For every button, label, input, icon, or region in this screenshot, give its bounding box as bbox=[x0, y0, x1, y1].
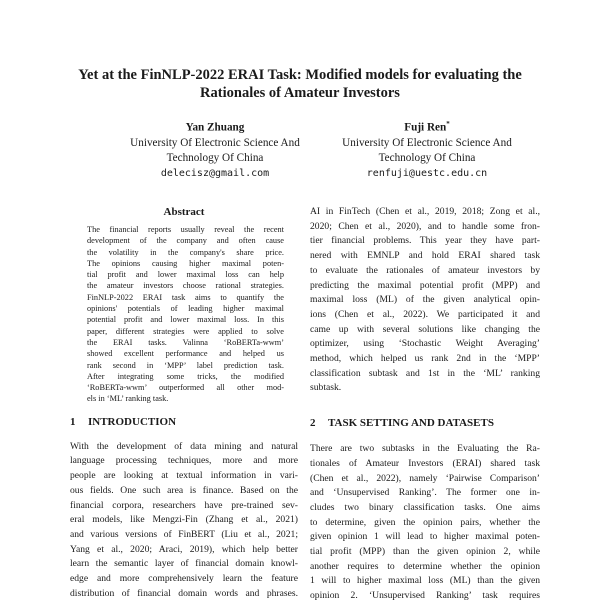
text-line: another requires to determine whether the opinion bbox=[310, 560, 540, 572]
author-affiliation: University Of Electronic Science And bbox=[342, 136, 512, 149]
author-affiliation: University Of Electronic Science And bbox=[130, 136, 300, 149]
text-line: maximal loss (ML) of the given analytical opin- bbox=[310, 294, 540, 306]
introduction-body bbox=[70, 440, 298, 602]
text-line: and various versions of FinBERT (Liu et al., 2021; bbox=[70, 528, 298, 540]
text-line: development of the company and often cause bbox=[87, 236, 284, 246]
task-setting-body bbox=[310, 442, 540, 604]
author-name: Yan Zhuang bbox=[185, 121, 245, 134]
author-affiliation: Technology Of China bbox=[166, 151, 264, 164]
text-line: tial profit (MPP) than the given opinion 2, while bbox=[310, 546, 540, 558]
text-line: optimizer, using ‘Stochastic Weight Averaging’ bbox=[310, 338, 540, 350]
author-email[interactable]: delecisz@gmail.com bbox=[160, 167, 270, 179]
abstract-heading: Abstract bbox=[163, 206, 205, 218]
text-line: people are looking at textual information in vari- bbox=[70, 470, 298, 482]
author-name: Fuji Ren* bbox=[404, 120, 450, 134]
text-line: came up with several solutions like changing the bbox=[310, 323, 540, 335]
text-line: potential profit and lower maximal loss. In this bbox=[87, 315, 284, 325]
paper-title bbox=[40, 66, 560, 102]
text-line: eral models, like Mengzi-Fin (Zhang et al., 2021) bbox=[70, 514, 298, 526]
text-line: paper, different strategies were applied to solve bbox=[87, 326, 284, 336]
text-line: rank second in ‘MPP’ label prediction task. bbox=[87, 360, 284, 370]
text-line: The opinions causing higher maximal poten- bbox=[87, 258, 284, 268]
section-heading-task-setting: 2 TASK SETTING AND DATASETS bbox=[310, 417, 494, 430]
text-line: edge and more comprehensively learn the feature bbox=[70, 573, 298, 585]
text-line: Yang et al., 2020; Araci, 2019), which help better bbox=[70, 543, 298, 555]
author-affiliation: Technology Of China bbox=[378, 151, 476, 164]
text-line: subtask. bbox=[310, 382, 342, 394]
text-line: and ‘Unsupervised Ranking’. The former one in- bbox=[310, 487, 540, 499]
text-line: given opinion 1 will lead to higher maximal poten- bbox=[310, 531, 540, 543]
text-line: financial corpora, researchers have pre-trained sev- bbox=[70, 499, 298, 511]
text-line: the ERAI tasks. Valinna ‘RoBERTa-wwm’ bbox=[87, 337, 284, 347]
text-line: With the development of data mining and natural bbox=[70, 440, 298, 452]
text-line: els in ‘ML’ ranking task. bbox=[87, 394, 169, 404]
text-line: ‘RoBERTa-wwm’ outperformed all other mod- bbox=[87, 383, 284, 393]
author-block bbox=[312, 117, 542, 181]
text-line: nered with EMNLP and hold ERAI shared task bbox=[310, 250, 540, 262]
text-line: 2020; Chen et al., 2020), and to handle some fron- bbox=[310, 220, 540, 232]
corresponding-author-marker: * bbox=[446, 120, 450, 128]
text-line: The financial reports usually reveal the recent bbox=[87, 225, 284, 234]
title-line: Yet at the FinNLP-2022 ERAI Task: Modified models for evaluating the bbox=[78, 67, 522, 83]
text-line: opinions' potentials of leading higher maximal bbox=[87, 304, 284, 314]
text-line: method, which helped us rank 2nd in the ‘MPP’ bbox=[310, 353, 540, 365]
text-line: ous fields. One such area is finance. Based on the bbox=[70, 484, 298, 496]
text-line: learn the semantic layer of financial domain knowl- bbox=[70, 558, 298, 570]
text-line: AI in FinTech (Chen et al., 2019, 2018; Zong et al., bbox=[310, 206, 540, 217]
author-block bbox=[100, 117, 330, 181]
text-line: predicting the maximal potential profit (MPP) and bbox=[310, 279, 540, 291]
title-line: Rationales of Amateur Investors bbox=[200, 85, 400, 101]
text-line: showed excellent performance and helped us bbox=[87, 349, 284, 359]
right-column bbox=[310, 205, 540, 604]
text-line: There are two subtasks in the Evaluating the Ra- bbox=[310, 443, 540, 455]
author-email[interactable]: renfuji@uestc.edu.cn bbox=[366, 167, 488, 179]
text-line: to determine, given the opinion pairs, whether the bbox=[310, 516, 540, 528]
text-line: tier financial problems. This year they have part- bbox=[310, 235, 540, 247]
text-line: cludes two binary classification tasks. One aims bbox=[310, 501, 540, 513]
text-line: the amateur investors choose rational strategies. bbox=[87, 281, 284, 291]
section-heading-introduction: 1 INTRODUCTION bbox=[70, 415, 177, 428]
left-column bbox=[70, 205, 298, 601]
text-line: (Chen et al., 2022), namely ‘Pairwise Comparison’ bbox=[310, 472, 540, 484]
text-line: After integrating some tricks, the modified bbox=[87, 371, 284, 381]
text-line: classification subtask and 1st in the ‘ML’ ranking bbox=[310, 367, 540, 379]
text-line: FinNLP-2022 ERAI task aims to quantify the bbox=[87, 292, 284, 302]
abstract-body bbox=[70, 224, 298, 405]
text-line: 1 will to higher maximal loss (ML) than the given bbox=[310, 575, 540, 587]
text-line: distribution of financial domain words and phrases. bbox=[70, 587, 298, 599]
text-line: tionales of Amateur Investors (ERAI) shared task bbox=[310, 457, 540, 469]
text-line: ions (Chen et al., 2022). We participated it and bbox=[310, 308, 540, 320]
introduction-continuation bbox=[310, 205, 540, 396]
text-line: language processing techniques, more and more bbox=[70, 455, 298, 467]
text-line: opinion 2. ‘Unsupervised Ranking’ task requires bbox=[310, 590, 540, 602]
text-line: to evaluate the rationales of amateur investors by bbox=[310, 264, 540, 276]
text-line: tial profit and lower maximal loss can help bbox=[87, 270, 284, 280]
text-line: the volatility in the company's share price. bbox=[87, 247, 284, 257]
